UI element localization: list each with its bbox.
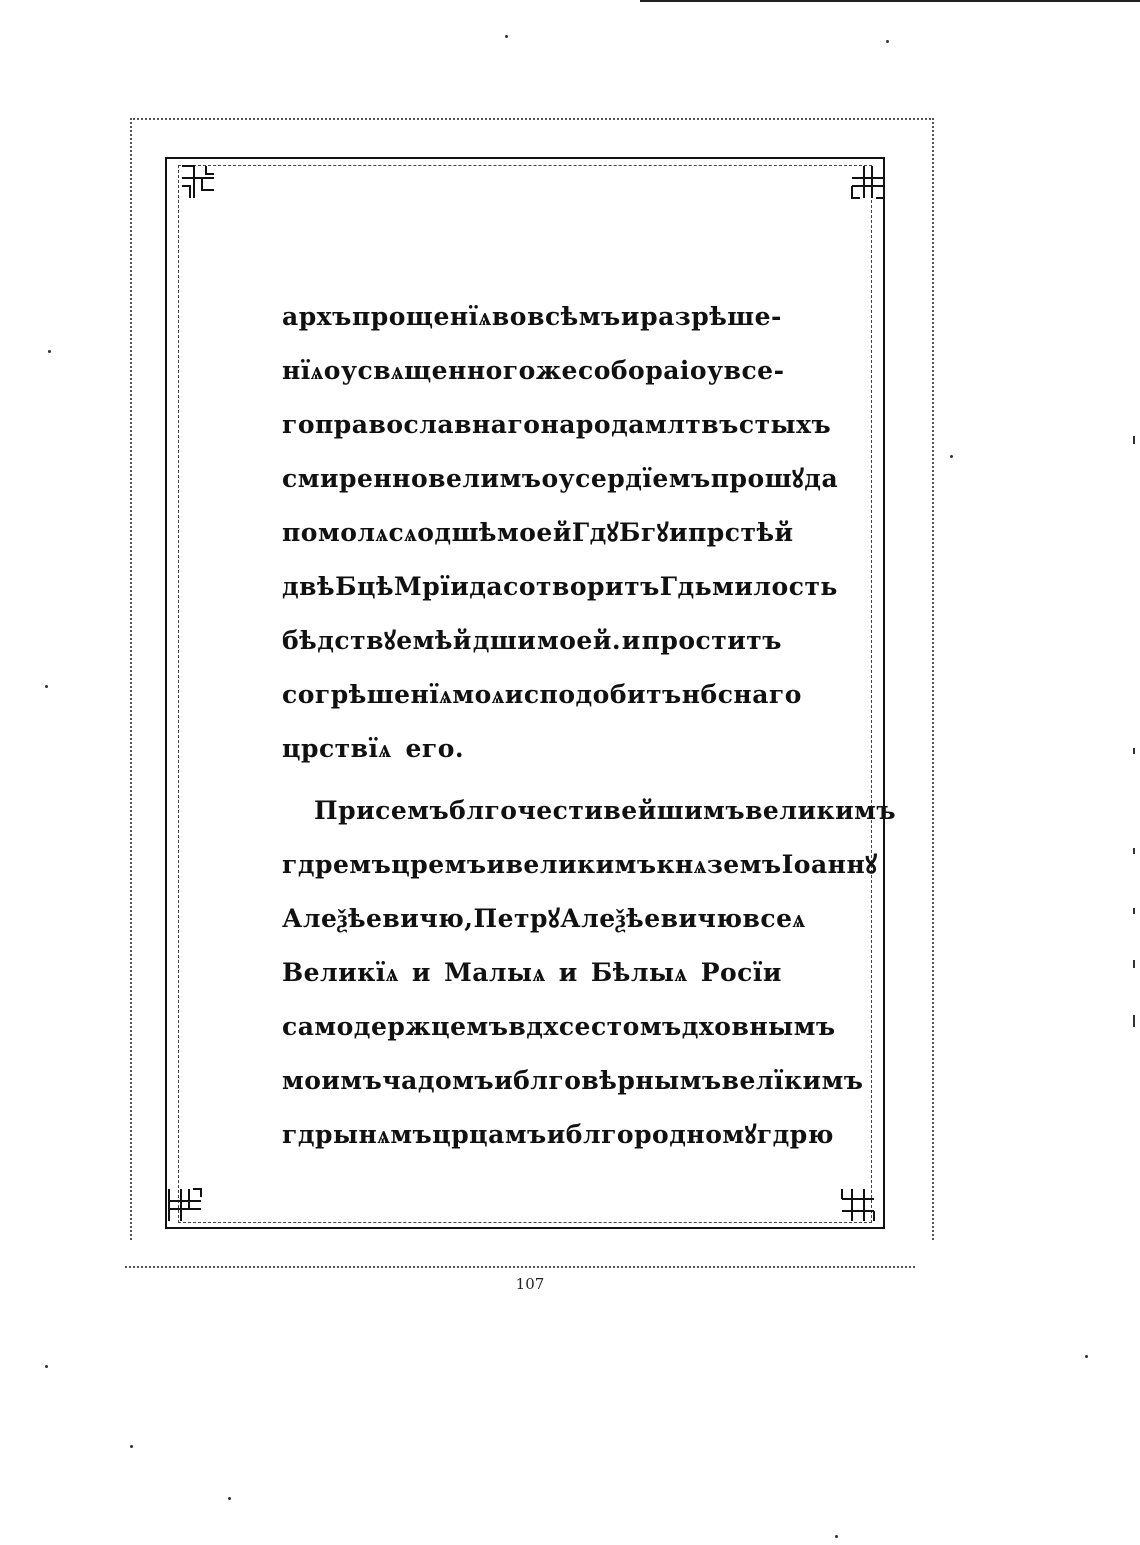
scan-speck bbox=[835, 1535, 838, 1538]
word: моимъ bbox=[282, 1066, 383, 1095]
scan-speck bbox=[48, 350, 51, 353]
word: нїѧ bbox=[282, 356, 324, 385]
word: же bbox=[535, 356, 578, 385]
word: оу bbox=[323, 356, 358, 385]
word: всѣмъ bbox=[527, 302, 621, 331]
word: дшѣ bbox=[434, 518, 498, 547]
corner-ornament-icon bbox=[167, 1187, 203, 1223]
text-line bbox=[282, 290, 782, 344]
corner-ornament-icon bbox=[850, 164, 886, 200]
word: семъ bbox=[375, 796, 450, 825]
text-line bbox=[282, 1108, 834, 1162]
word: о bbox=[417, 518, 435, 547]
text-line bbox=[282, 668, 802, 722]
word: свѧщенного bbox=[357, 356, 536, 385]
word: все- bbox=[723, 356, 785, 385]
scan-speck bbox=[45, 1365, 48, 1368]
word: блговѣрнымъ bbox=[513, 1066, 722, 1095]
word: бѣдствꙋемѣй bbox=[282, 626, 472, 655]
word: Мрїи bbox=[394, 572, 470, 601]
word: гдремъ bbox=[282, 850, 392, 879]
word: и bbox=[486, 850, 506, 879]
word: цремъ bbox=[391, 850, 487, 879]
word: милость bbox=[712, 572, 838, 601]
corner-ornament-icon bbox=[840, 1187, 876, 1223]
word: Малыѧ bbox=[444, 958, 546, 987]
word: всеѧ bbox=[742, 904, 806, 933]
word: прощенїѧ bbox=[351, 302, 492, 331]
text-line bbox=[282, 344, 785, 398]
word: велїкимъ bbox=[721, 1066, 864, 1095]
word: помолѧсѧ bbox=[282, 518, 418, 547]
word: в bbox=[508, 1012, 527, 1041]
scan-mark bbox=[1133, 436, 1135, 444]
word: црцамъ bbox=[432, 1120, 547, 1149]
word: блгородномꙋ bbox=[565, 1120, 757, 1149]
word: самодержцемъ bbox=[282, 1012, 509, 1041]
text-line bbox=[282, 1000, 836, 1054]
text-line bbox=[282, 506, 794, 560]
scan-speck bbox=[950, 455, 953, 458]
corner-ornament-icon bbox=[180, 164, 216, 200]
word: оусердїемъ bbox=[541, 464, 711, 493]
word: Алеѯѣевичю bbox=[560, 904, 743, 933]
word: и bbox=[504, 680, 524, 709]
word: и bbox=[668, 518, 688, 547]
text-line bbox=[282, 1054, 864, 1108]
text-line bbox=[282, 946, 782, 1000]
word: проститъ bbox=[641, 626, 782, 655]
word: его. bbox=[405, 734, 465, 763]
scan-speck bbox=[45, 685, 48, 688]
page-number: 107 bbox=[515, 1275, 545, 1293]
word: великимъ bbox=[505, 850, 657, 879]
text-line bbox=[282, 560, 838, 614]
scan-speck bbox=[505, 35, 508, 38]
scan-speck bbox=[130, 1445, 133, 1448]
scan-speck bbox=[228, 1497, 231, 1500]
word: дховнымъ bbox=[681, 1012, 836, 1041]
word: во bbox=[491, 302, 527, 331]
word: да bbox=[469, 572, 504, 601]
word: Алеѯѣевичю, bbox=[282, 904, 474, 933]
text-line bbox=[282, 614, 782, 668]
word: Бгꙋ bbox=[619, 518, 669, 547]
word: сотворитъ bbox=[503, 572, 660, 601]
word: оу bbox=[689, 356, 724, 385]
word: млтвъ bbox=[644, 410, 739, 439]
word: Іоаннꙋ bbox=[781, 850, 878, 879]
word: и bbox=[411, 958, 431, 987]
scan-edge bbox=[640, 0, 1140, 6]
word: Росїи bbox=[700, 958, 782, 987]
word: Гдь bbox=[659, 572, 713, 601]
word: смиренно bbox=[282, 464, 429, 493]
word: дши bbox=[472, 626, 537, 655]
word: Великїѧ bbox=[282, 958, 399, 987]
word: православнаго bbox=[315, 410, 541, 439]
word: При bbox=[314, 796, 376, 825]
word: разрѣше- bbox=[640, 302, 782, 331]
word: согрѣшенїѧ bbox=[282, 680, 453, 709]
word: и bbox=[620, 302, 640, 331]
word: и bbox=[494, 1066, 514, 1095]
word: моей. bbox=[537, 626, 622, 655]
word: и bbox=[546, 1120, 566, 1149]
word: прстѣй bbox=[687, 518, 794, 547]
word: собора bbox=[577, 356, 680, 385]
text-line bbox=[282, 892, 806, 946]
word: Бѣлыѧ bbox=[590, 958, 688, 987]
word: кнѧземъ bbox=[656, 850, 782, 879]
text-line bbox=[282, 722, 782, 776]
text-line bbox=[282, 838, 878, 892]
word: стыхъ bbox=[738, 410, 832, 439]
word: стомъ bbox=[590, 1012, 682, 1041]
word: црствїѧ bbox=[282, 734, 392, 763]
word: сподобитъ bbox=[523, 680, 682, 709]
text-line bbox=[282, 784, 896, 838]
word: дхсе bbox=[526, 1012, 591, 1041]
word: Бцѣ bbox=[335, 572, 395, 601]
scan-speck bbox=[1085, 1355, 1088, 1358]
word: и bbox=[621, 626, 641, 655]
outer-dotted-rule bbox=[125, 1266, 915, 1268]
word: Петрꙋ bbox=[473, 904, 561, 933]
word: і bbox=[679, 356, 690, 385]
word: да bbox=[804, 464, 839, 493]
scan-speck bbox=[886, 40, 889, 43]
word: го bbox=[282, 410, 315, 439]
scan-mark bbox=[1133, 748, 1135, 754]
scan-mark bbox=[1133, 1015, 1135, 1027]
word: гдрынѧмъ bbox=[282, 1120, 433, 1149]
body-text bbox=[282, 290, 896, 1162]
word: великимъ bbox=[745, 796, 896, 825]
text-line bbox=[282, 398, 832, 452]
word: двѣ bbox=[282, 572, 336, 601]
word: и bbox=[558, 958, 578, 987]
word: архъ bbox=[282, 302, 352, 331]
word: моей bbox=[497, 518, 572, 547]
word: нбснаго bbox=[681, 680, 802, 709]
word: народа bbox=[540, 410, 645, 439]
word: велимъ bbox=[428, 464, 542, 493]
word: блгочестивейшимъ bbox=[449, 796, 746, 825]
word: Гдꙋ bbox=[571, 518, 620, 547]
word: моѧ bbox=[452, 680, 505, 709]
word: чадомъ bbox=[382, 1066, 495, 1095]
scan-mark bbox=[1133, 848, 1135, 854]
word: гдрю bbox=[756, 1120, 834, 1149]
text-line bbox=[282, 452, 839, 506]
scan-mark bbox=[1133, 908, 1135, 914]
word: прошꙋ bbox=[710, 464, 805, 493]
scan-mark bbox=[1133, 960, 1135, 968]
